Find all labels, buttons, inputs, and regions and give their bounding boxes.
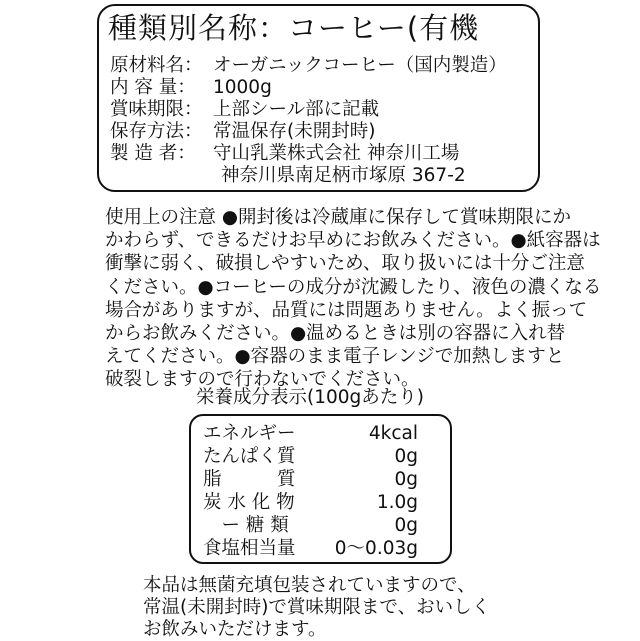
usage-notes — [105, 206, 602, 392]
footer-line: 本品は無菌充填包装されていますので、 — [143, 575, 476, 596]
aseptic-note — [143, 575, 490, 641]
info-key: 原材料名： — [110, 55, 203, 76]
footer-line: 常温(未開封時)で賞味期限まで、おいしく — [143, 597, 491, 618]
info-row-ingredients — [110, 55, 507, 77]
info-value: 常温保存(未開封時) — [213, 121, 376, 142]
nutrition-row-fat — [203, 469, 418, 491]
nutrition-title: 栄養成分表示(100gあたり) — [196, 387, 424, 408]
notes-line: 衝撃に弱く、破損しやすいため、取り扱いには十分ご注意 — [105, 253, 585, 275]
info-value: オーガニックコーヒー（国内製造） — [213, 55, 507, 76]
notes-line: 使用上の注意 ●開封後は冷蔵庫に保存して賞味期限にか — [105, 207, 572, 228]
footer-line: お飲みいただけます。 — [143, 619, 327, 640]
nutrition-value: 1.0g — [376, 492, 418, 513]
nutrition-row-energy — [203, 423, 418, 445]
info-value: 1000g — [213, 77, 272, 98]
nutrition-row-protein — [203, 446, 418, 468]
notes-line: ください。●コーヒーの成分が沈澱したり、液色の濃くなる — [105, 276, 602, 298]
notes-line: 場合がありますが、品質には問題ありません。よく振って — [105, 299, 588, 321]
info-key: 保存方法： — [110, 121, 203, 142]
nutrition-name: たんぱく質 — [203, 446, 296, 467]
nutrition-row-salt — [203, 538, 418, 560]
nutrition-value: 0〜0.03g — [334, 538, 418, 559]
notes-line: 破裂しますので行わないでください。 — [105, 369, 420, 391]
nutrition-value: 0g — [394, 446, 418, 467]
nutrition-value: 4kcal — [368, 423, 418, 444]
nutrition-name: 脂 質 — [203, 469, 296, 490]
manufacturer-address: 神奈川県南足柄市塚原 367-2 — [221, 165, 466, 186]
notes-line: からお飲みください。●温めるときは別の容器に入れ替 — [105, 322, 566, 344]
info-row-storage — [110, 121, 375, 143]
nutrition-name: 炭 水 化 物 — [203, 492, 295, 513]
info-row-best-before — [110, 99, 379, 121]
product-type-title: 種類別名称：コーヒー(有機 — [108, 11, 480, 45]
info-value: 守山乳業株式会社 神奈川工場 — [213, 143, 460, 164]
info-row-manufacturer — [110, 143, 459, 165]
notes-line: えてください。●容器のまま電子レンジで加熱しますと — [105, 346, 565, 368]
info-key: 内 容 量： — [110, 77, 196, 98]
nutrition-name: エネルギー — [203, 423, 296, 444]
notes-line: かわらず、できるだけお早めにお飲みください。●紙容器は — [105, 230, 601, 252]
nutrition-value: 0g — [394, 469, 418, 490]
nutrition-value: 0g — [394, 515, 418, 536]
nutrition-name: ー 糖 類 — [203, 515, 289, 536]
info-value: 上部シール部に記載 — [213, 99, 380, 120]
nutrition-row-sugars — [203, 515, 418, 537]
info-row-volume — [110, 77, 272, 99]
nutrition-name: 食塩相当量 — [203, 538, 296, 559]
info-key: 賞味期限： — [110, 99, 203, 120]
nutrition-row-carbs — [203, 492, 418, 514]
info-key: 製 造 者： — [110, 143, 196, 164]
